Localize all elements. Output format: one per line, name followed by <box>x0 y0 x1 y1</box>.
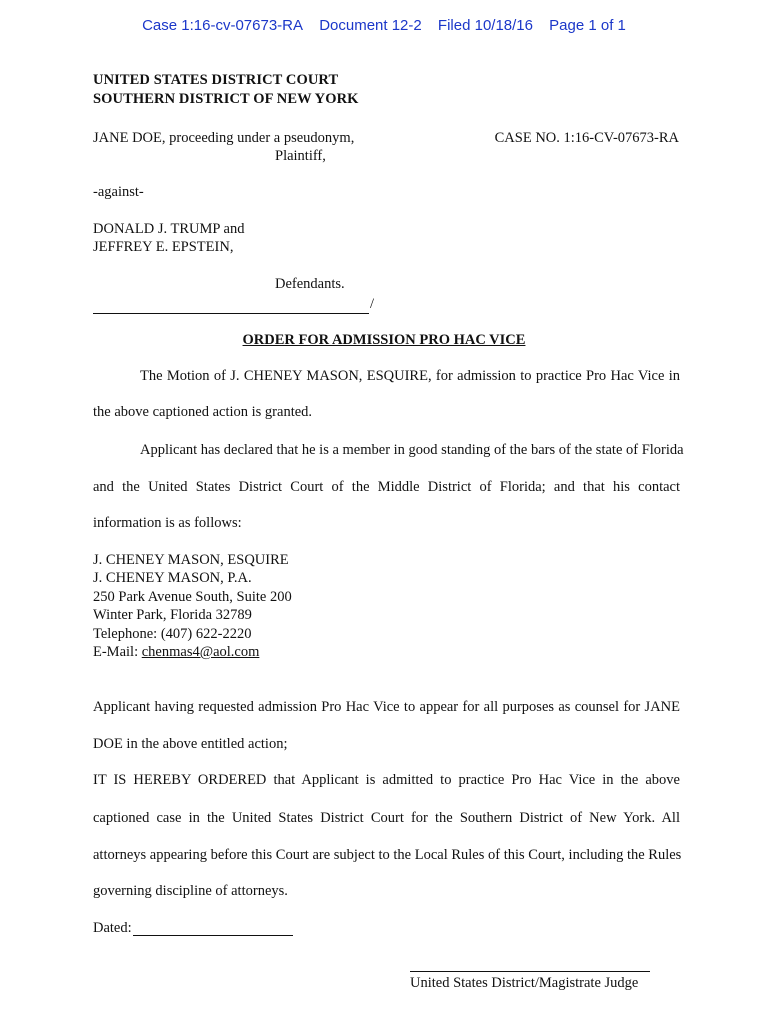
para2-line1: Applicant has declared that he is a member in good standing of the bars of the state of Florida <box>140 442 684 458</box>
defendant-2: JEFFREY E. EPSTEIN, <box>93 239 234 255</box>
dated-label: Dated: <box>93 920 132 936</box>
para4-line3: attorneys appearing before this Court are subject to the Local Rules of this Court, including the Rules <box>93 847 682 863</box>
judge-label: United States District/Magistrate Judge <box>410 975 639 991</box>
para4-line2: captioned case in the United States District Court for the Southern District of New York. All <box>93 810 680 826</box>
contact-name: J. CHENEY MASON, ESQUIRE <box>93 552 289 568</box>
contact-firm: J. CHENEY MASON, P.A. <box>93 570 252 586</box>
against: -against- <box>93 184 144 200</box>
caption-slash: / <box>370 296 375 312</box>
email-label: E-Mail: <box>93 644 142 660</box>
contact-phone: Telephone: (407) 622-2220 <box>93 626 252 642</box>
caption-divider <box>93 313 369 314</box>
stamp-filed: Filed 10/18/16 <box>437 17 533 34</box>
stamp-case: Case 1:16-cv-07673-RA <box>142 17 304 34</box>
plaintiff-role: Plaintiff, <box>275 148 326 164</box>
stamp-page: Page 1 of 1 <box>549 17 626 34</box>
para2-line2: and the United States District Court of the Middle District of Florida; and that his contact <box>93 479 680 495</box>
para2-line3: information is as follows: <box>93 515 242 531</box>
email-link[interactable]: chenmas4@aol.com <box>141 644 260 660</box>
contact-city: Winter Park, Florida 32789 <box>93 607 252 623</box>
para3-line1: Applicant having requested admission Pro Hac Vice to appear for all purposes as counsel for JANE <box>93 699 680 715</box>
para4-line4: governing discipline of attorneys. <box>93 883 288 899</box>
plaintiff-name: JANE DOE, proceeding under a pseudonym, <box>93 130 355 146</box>
order-title: ORDER FOR ADMISSION PRO HAC VICE <box>242 332 526 348</box>
contact-street: 250 Park Avenue South, Suite 200 <box>93 589 292 605</box>
ecf-header-stamp <box>0 17 768 34</box>
defendant-1: DONALD J. TRUMP and <box>93 221 245 237</box>
para1-line2: the above captioned action is granted. <box>93 404 313 420</box>
court-name-line1: UNITED STATES DISTRICT COURT <box>93 72 339 88</box>
stamp-document: Document 12-2 <box>319 17 422 34</box>
contact-email-line <box>93 644 259 661</box>
para1-line1: The Motion of J. CHENEY MASON, ESQUIRE, for admission to practice Pro Hac Vice in <box>140 368 680 384</box>
court-name-line2: SOUTHERN DISTRICT OF NEW YORK <box>93 91 359 107</box>
para4-line1: IT IS HEREBY ORDERED that Applicant is admitted to practice Pro Hac Vice in the above <box>93 772 680 788</box>
defendants-role: Defendants. <box>275 276 345 292</box>
judge-signature-line <box>410 971 650 972</box>
dated-line <box>133 935 293 936</box>
para3-line2: DOE in the above entitled action; <box>93 736 288 752</box>
case-number: CASE NO. 1:16-CV-07673-RA <box>494 130 679 146</box>
